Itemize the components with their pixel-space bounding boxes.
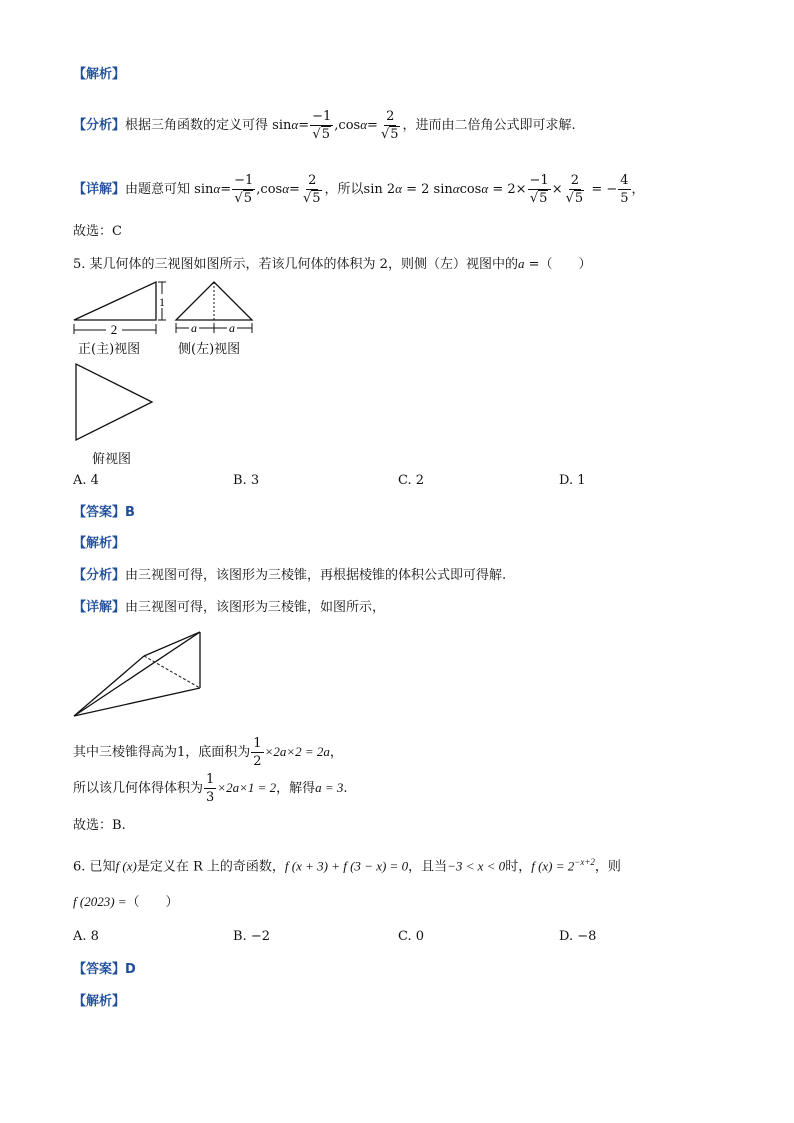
den: √5 <box>565 191 584 206</box>
fraction-third <box>204 771 216 806</box>
front-and-side-views <box>70 278 260 338</box>
num: 2 <box>570 173 580 188</box>
q6-stem-start: 6. 已知 <box>73 859 116 875</box>
alpha: α <box>213 181 221 196</box>
num: 2 <box>308 173 317 188</box>
alpha: α <box>481 181 489 196</box>
q6-option-c: C. 0 <box>398 929 425 944</box>
den: √5 <box>312 127 330 142</box>
num: 2 <box>386 109 395 124</box>
edge <box>144 632 200 656</box>
q5-answer <box>73 503 135 523</box>
den: √5 <box>529 191 548 206</box>
q5-option-a: A. 4 <box>73 473 99 488</box>
dim-one-label: 1 <box>159 295 165 309</box>
line2-text: 所以该几何体得体积为 <box>73 781 204 796</box>
equation: f (x + 3) + f (3 − x) = 0 <box>284 858 409 874</box>
fenxi-text-end: ，进而由二倍角公式即可求解. <box>402 118 576 133</box>
comma: ， <box>631 182 645 197</box>
fraction <box>232 172 255 207</box>
radicand: 5 <box>574 191 584 206</box>
q5-stem-end: =（ ） <box>528 257 592 272</box>
answer-text: 【答案】D <box>73 962 136 977</box>
dim-two-label: 2 <box>110 322 118 337</box>
fx: f (x) <box>115 858 137 874</box>
fraction <box>310 108 333 143</box>
fraction <box>379 108 402 143</box>
cos: cos <box>260 182 283 197</box>
fx-def: f (x) = 2 <box>531 858 575 874</box>
hidden-edge <box>144 656 200 688</box>
den: 5 <box>620 191 629 206</box>
edge <box>74 632 200 716</box>
eq-minus: = − <box>591 182 618 197</box>
fraction <box>301 172 324 207</box>
alpha: α <box>282 181 290 196</box>
q6-answer <box>73 960 136 980</box>
dim-a-label-right: a <box>229 321 235 335</box>
radicand: 5 <box>321 127 330 142</box>
exponent: −x+2 <box>574 857 595 867</box>
alpha: α <box>360 117 368 132</box>
alpha: α <box>452 181 460 196</box>
xiangjie-text: 由三视图可得，该图形为三棱锥，如图所示， <box>125 600 386 615</box>
fenxi-text: 根据三角函数的定义可得 <box>125 118 269 133</box>
den: √5 <box>234 191 252 206</box>
sin: sin <box>194 182 214 197</box>
answer-text: 【答案】B <box>73 505 135 520</box>
alpha: α <box>291 117 299 132</box>
eq: = <box>367 118 378 133</box>
q4-fenxi-line: 【分析】根据三角函数的定义可得 sinα= $\frac{-1}{√5}$ ,cosα= $\frac{2}{√5}$ ，进而由二倍角公式即可求解. <box>73 109 576 142</box>
den: 3 <box>206 790 215 805</box>
times: × <box>551 182 563 197</box>
xiangjie-tag: 【详解】 <box>73 182 126 197</box>
num: −1 <box>529 173 549 188</box>
eq-2sin: = 2 sin <box>406 182 453 197</box>
dim-a-label-left: a <box>191 321 197 335</box>
eq: = <box>298 118 310 133</box>
q6-stem-e: ，则 <box>594 859 621 875</box>
fenxi-tag: 【分析】 <box>73 568 126 583</box>
paren: （ ） <box>126 895 179 910</box>
top-view <box>72 360 162 446</box>
period: . <box>343 781 348 796</box>
num: 1 <box>206 772 215 787</box>
q6-stem-d: 时， <box>505 859 532 875</box>
q6-stem-line2 <box>73 892 179 913</box>
q5-fenxi-line <box>73 566 506 586</box>
sin2: sin 2 <box>363 182 396 197</box>
edge <box>74 688 200 716</box>
sin: sin <box>272 118 292 133</box>
cos: cos <box>338 118 361 133</box>
q5-option-d: D. 1 <box>559 473 586 488</box>
num: −1 <box>312 109 332 124</box>
edge <box>74 656 144 716</box>
var-a: a <box>517 256 525 271</box>
pyramid-figure <box>70 628 210 720</box>
q4-analysis-heading: 【解析】 <box>73 67 126 82</box>
num: 1 <box>253 736 262 751</box>
q5-stem <box>73 254 592 275</box>
q5-xiangjie-line <box>73 598 385 618</box>
xiangjie-so: ，所以 <box>324 182 364 197</box>
fraction <box>618 172 630 207</box>
cos: cos <box>459 182 482 197</box>
eq: = <box>220 182 232 197</box>
radicand: 5 <box>390 127 399 142</box>
num: −1 <box>234 173 254 188</box>
q5-line2 <box>73 770 348 807</box>
condition: −3 < x < 0 <box>447 858 506 874</box>
q6-analysis-heading: 【解析】 <box>73 994 126 1009</box>
q6-stem <box>73 852 621 877</box>
top-view-caption: 俯视图 <box>92 452 132 467</box>
q5-option-b: B. 3 <box>233 473 260 488</box>
den: √5 <box>380 127 399 142</box>
solution: a = 3 <box>315 780 344 795</box>
q6-option-d: D. −8 <box>559 929 597 944</box>
q5-option-c: C. 2 <box>398 473 425 488</box>
side-view-caption: 侧(左)视图 <box>178 342 241 357</box>
radicand: 5 <box>243 191 252 206</box>
xiangjie-tag: 【详解】 <box>73 600 126 615</box>
q6-stem-b: 是定义在 R 上的奇函数， <box>136 859 285 875</box>
num: 4 <box>620 173 629 188</box>
line1-text: 其中三棱锥得高为1，底面积为 <box>73 745 251 760</box>
f2023: f (2023) = <box>73 894 127 909</box>
line1-expr: ×2a×2 = 2a <box>264 744 330 759</box>
alpha: α <box>395 181 402 196</box>
fenxi-tag: 【分析】 <box>73 118 126 133</box>
fenxi-text: 由三视图可得，该图形为三棱锥，再根据棱锥的体积公式即可得解. <box>125 568 507 583</box>
radicand: 5 <box>312 191 321 206</box>
eq: = <box>289 182 300 197</box>
fraction <box>528 172 551 207</box>
front-view-caption: 正(主)视图 <box>78 342 141 357</box>
eq-2x: = 2× <box>492 182 527 197</box>
q5-choice: 故选：B. <box>73 818 126 833</box>
q6-stem-c: ，且当 <box>408 859 448 875</box>
radicand: 5 <box>539 191 548 206</box>
q5-analysis-heading: 【解析】 <box>73 536 126 551</box>
fraction <box>564 172 587 207</box>
front-view-triangle <box>74 282 156 320</box>
q5-stem-text: 5. 某几何体的三视图如图所示，若该几何体的体积为 2，则侧（左）视图中的 <box>73 257 518 272</box>
comma: ， <box>329 745 343 760</box>
q6-option-a: A. 8 <box>73 929 99 944</box>
q4-choice: 故选：C <box>73 224 122 239</box>
top-view-triangle <box>76 364 152 440</box>
line2-expr: ×2a×1 = 2 <box>217 780 277 795</box>
q5-line1 <box>73 734 343 771</box>
solve-text: ，解得 <box>276 781 316 796</box>
q6-option-b: B. −2 <box>233 929 270 944</box>
den: 2 <box>253 754 262 769</box>
xiangjie-text: 由题意可知 <box>125 182 191 197</box>
q4-xiangjie-line: 【详解】由题意可知 sinα= $\frac{-1}{√5}$ ,cosα= $\frac{2}{√5}$ ，所以sin 2α = 2 sinαcosα = 2× $\frac{-1}{√5}$ × $\frac{2}{√5}$ = − $\frac{4}{5}$ ， <box>73 173 645 206</box>
den: √5 <box>302 191 321 206</box>
fraction-half <box>251 735 263 770</box>
